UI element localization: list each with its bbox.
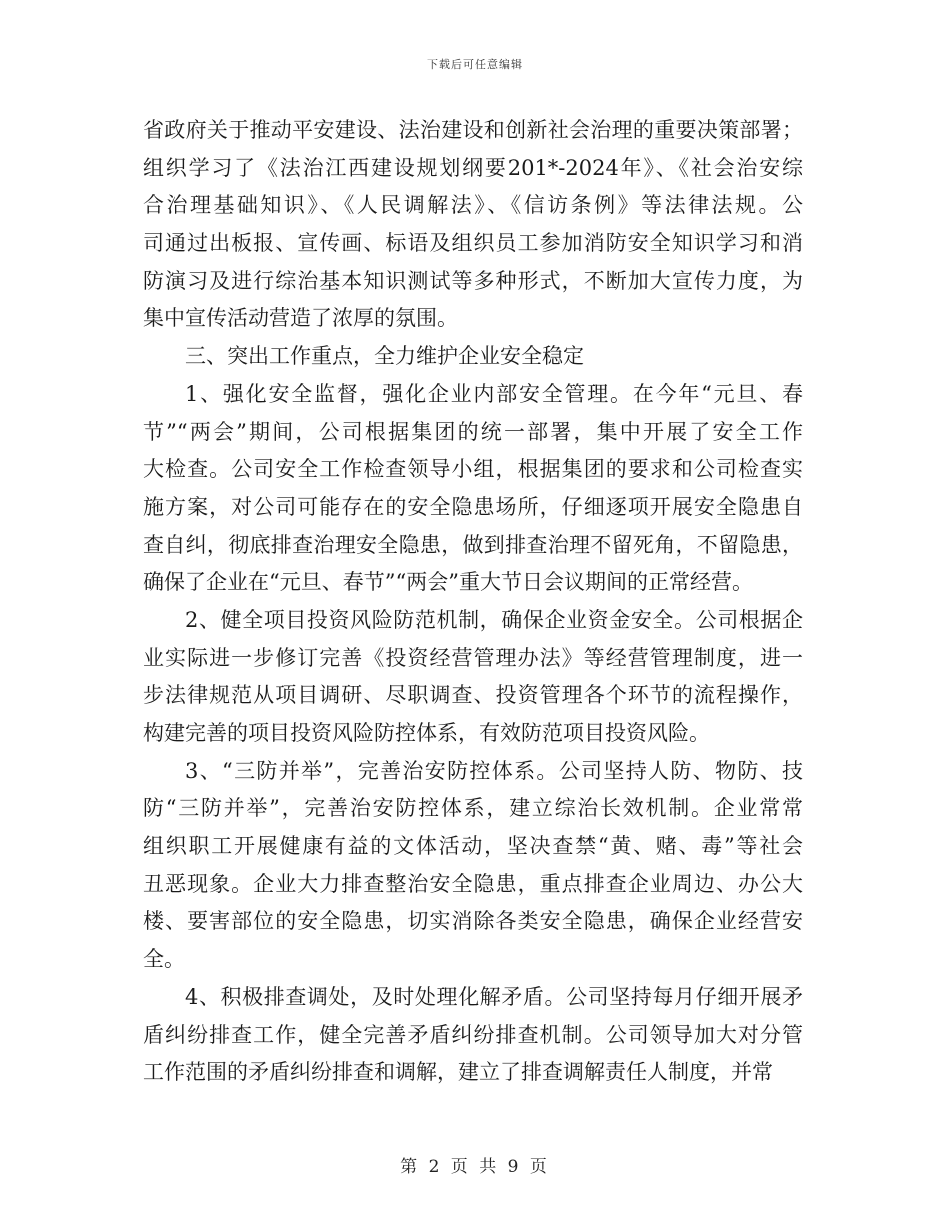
paragraph <box>143 112 803 338</box>
text-line: 组织职工开展健康有益的文体活动，坚决查禁“黄、赌、毒”等社会 <box>143 834 803 859</box>
paragraph <box>143 979 803 1092</box>
text-line: 步法律规范从项目调研、尽职调查、投资管理各个环节的流程操作， <box>143 683 803 708</box>
text-line: 施方案，对公司可能存在的安全隐患场所，仔细逐项开展安全隐患自 <box>143 494 803 519</box>
document-body <box>143 112 803 1092</box>
text-line: 2、健全项目投资风险防范机制，确保企业资金安全。公司根据企 <box>185 607 803 632</box>
text-line: 1、强化安全监督，强化企业内部安全管理。在今年“元旦、春 <box>185 381 803 406</box>
text-line: 4、积极排查调处，及时处理化解矛盾。公司坚持每月仔细开展矛 <box>185 984 803 1009</box>
text-line: 业实际进一步修订完善《投资经营管理办法》等经营管理制度，进一 <box>143 645 803 670</box>
text-line: 查自纠，彻底排查治理安全隐患，做到排查治理不留死角，不留隐患， <box>143 532 803 557</box>
text-line: 3、“三防并举”，完善治安防控体系。公司坚持人防、物防、技 <box>185 758 803 783</box>
text-line: 楼、要害部位的安全隐患，切实消除各类安全隐患，确保企业经营安 <box>143 909 803 934</box>
text-line: 大检查。公司安全工作检查领导小组，根据集团的要求和公司检查实 <box>143 457 803 482</box>
text-line: 司通过出板报、宣传画、标语及组织员工参加消防安全知识学习和消 <box>143 231 803 256</box>
text-line: 丑恶现象。企业大力排查整治安全隐患，重点排查企业周边、办公大 <box>143 871 803 896</box>
text-line: 省政府关于推动平安建设、法治建设和创新社会治理的重要决策部署； <box>143 118 803 142</box>
page-number: 第 2 页 共 9 页 <box>400 1157 550 1177</box>
paragraph <box>143 376 803 602</box>
text-line: 集中宣传活动营造了浓厚的氛围。 <box>143 306 458 331</box>
text-line: 全。 <box>143 947 185 972</box>
header-note: 下载后可任意编辑 <box>427 58 523 71</box>
text-line: 合治理基础知识》、《人民调解法》、《信访条例》等法律法规。公 <box>143 193 803 218</box>
text-line: 工作范围的矛盾纠纷排查和调解，建立了排查调解责任人制度，并常 <box>143 1060 773 1085</box>
text-line: 三、突出工作重点，全力维护企业安全稳定 <box>185 344 584 369</box>
text-line: 节”“两会”期间，公司根据集团的统一部署，集中开展了安全工作 <box>143 419 803 444</box>
paragraph <box>143 338 803 376</box>
text-line: 盾纠纷排查工作，健全完善矛盾纠纷排查机制。公司领导加大对分管 <box>143 1022 803 1047</box>
text-line: 确保了企业在“元旦、春节”“两会”重大节日会议期间的正常经营。 <box>143 570 753 595</box>
text-line: 防演习及进行综治基本知识测试等多种形式，不断加大宣传力度，为 <box>143 268 803 293</box>
paragraph <box>143 602 803 753</box>
text-line: 构建完善的项目投资风险防控体系，有效防范项目投资风险。 <box>143 721 710 745</box>
text-line: 组织学习了《法治江西建设规划纲要201*-2024年》、《社会治安综 <box>143 155 803 180</box>
paragraph <box>143 753 803 979</box>
text-line: 防“三防并举”，完善治安防控体系，建立综治长效机制。企业常常 <box>143 796 803 821</box>
